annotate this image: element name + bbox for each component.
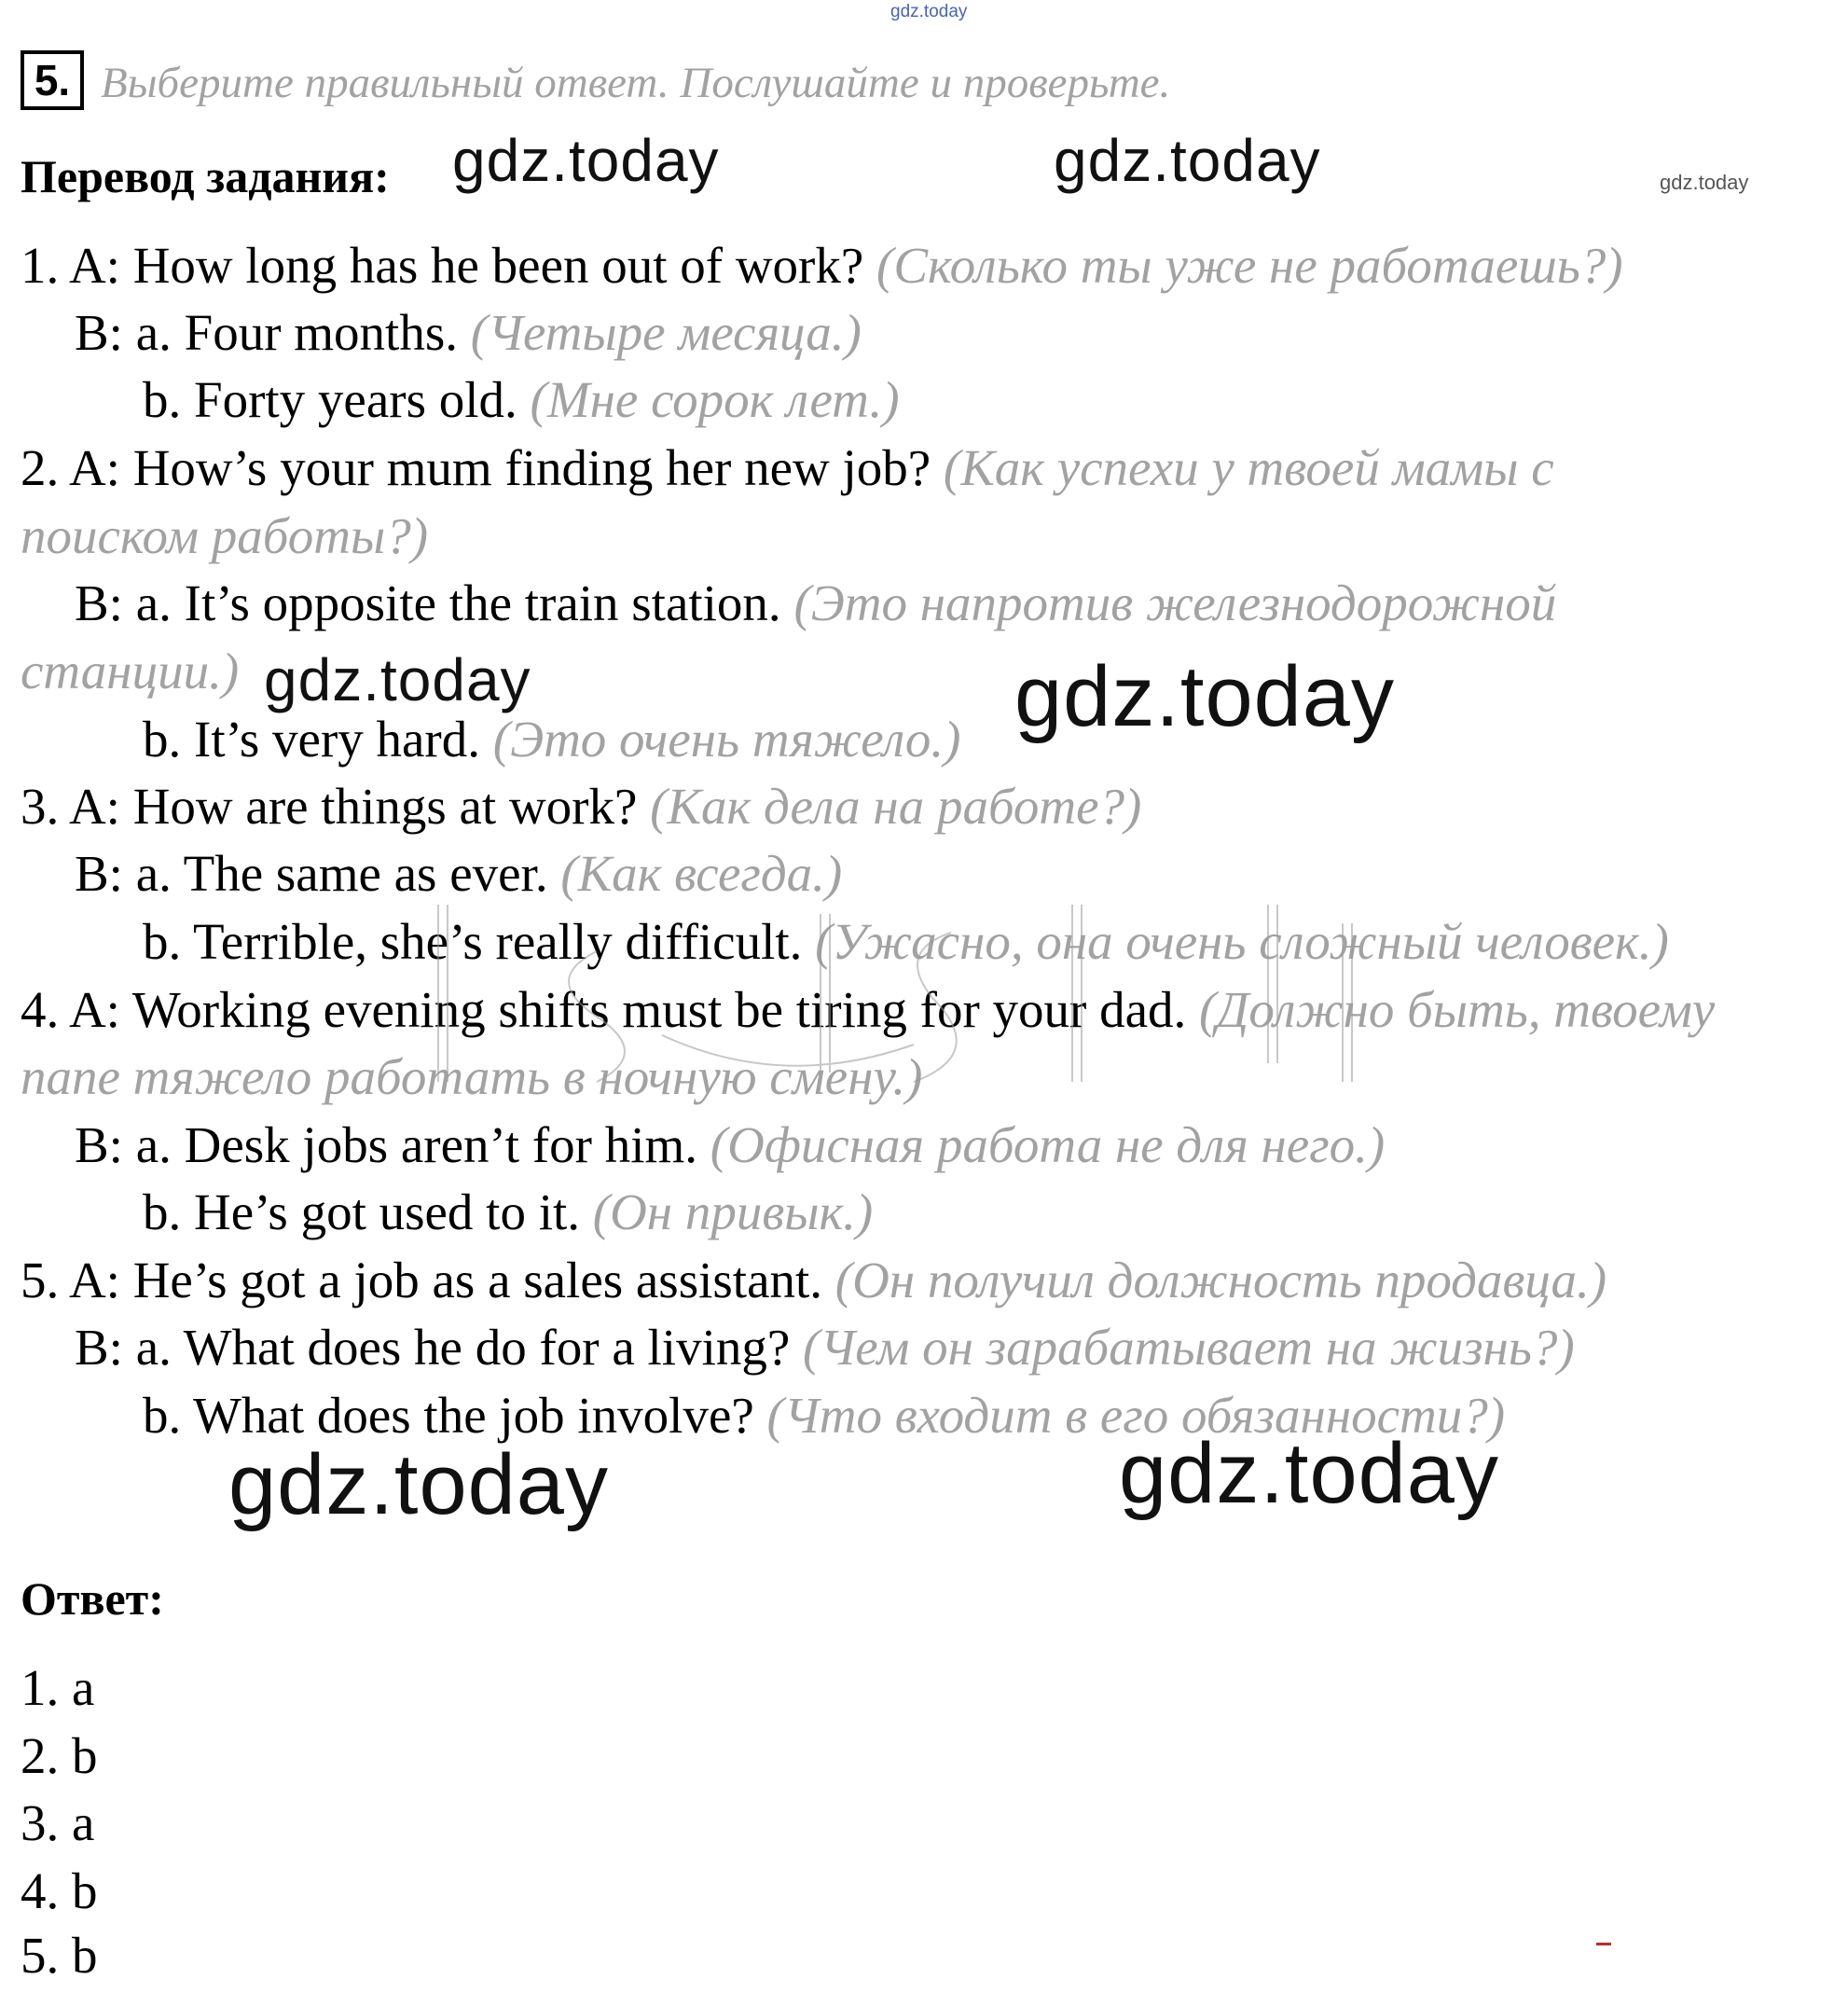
- line-10: [21, 977, 1715, 1043]
- line-14: [75, 1315, 1575, 1380]
- line-5-translation-cont: станции.): [21, 643, 240, 699]
- line-8-translation: (Как всегда.): [560, 845, 843, 902]
- watermark-6: gdz.today: [1119, 1426, 1499, 1521]
- line-8-text: B: a. The same as ever.: [75, 845, 548, 902]
- answer-1: 1. a: [21, 1659, 95, 1716]
- line-4-translation-cont: поиском работы?): [21, 507, 429, 564]
- answer-4: 4. b: [21, 1862, 98, 1919]
- line-13: [21, 1248, 1607, 1313]
- answer-heading: Ответ:: [21, 1572, 164, 1625]
- line-8: [75, 841, 842, 907]
- line-1: [21, 233, 1623, 298]
- line-9-translation: (Ужасно, она очень сложный человек.): [815, 913, 1669, 970]
- line-4-text: 2. A: How’s your mum finding her new job?: [21, 439, 931, 496]
- line-12-translation: (Он привык.): [592, 1183, 874, 1240]
- line-7-text: 3. A: How are things at work?: [21, 778, 638, 835]
- line-10-translation: (Должно быть, твоему: [1199, 981, 1716, 1038]
- line-2-translation: (Четыре месяца.): [470, 304, 862, 361]
- task-number-box: 5.: [21, 50, 84, 110]
- line-3-translation: (Мне сорок лет.): [530, 371, 900, 428]
- watermark-1: gdz.today: [452, 127, 720, 194]
- line-11: [75, 1113, 1385, 1178]
- watermark-2: gdz.today: [1054, 127, 1321, 194]
- line-3-text: b. Forty years old.: [143, 371, 517, 428]
- task-instruction: Выберите правильный ответ. Послушайте и проверьте.: [101, 59, 1171, 107]
- line-6: [143, 707, 961, 772]
- line-3: [143, 367, 900, 433]
- line-2-text: B: a. Four months.: [75, 304, 458, 361]
- line-13-translation: (Он получил должность продавца.): [834, 1252, 1607, 1308]
- answer-3: 3. a: [21, 1794, 95, 1851]
- line-2: [75, 300, 862, 366]
- answer-5: 5. b: [21, 1927, 98, 1984]
- line-7: [21, 774, 1141, 839]
- line-4-translation: (Как успехи у твоей мамы с: [943, 439, 1554, 496]
- watermark-top: gdz.today: [890, 2, 968, 21]
- line-10-translation-cont: папе тяжело работать в ночную смену.): [21, 1048, 923, 1105]
- line-5: [75, 571, 1556, 636]
- watermark-small-right: gdz.today: [1660, 171, 1749, 194]
- line-1-translation: (Сколько ты уже не работаешь?): [876, 237, 1623, 294]
- line-1-text: 1. A: How long has he been out of work?: [21, 237, 864, 294]
- line-9: [143, 909, 1669, 975]
- answer-2: 2. b: [21, 1727, 98, 1784]
- line-4: [21, 436, 1554, 501]
- line-6-text: b. It’s very hard.: [143, 711, 480, 768]
- line-10-text: 4. A: Working evening shifts must be tiring for your dad.: [21, 981, 1187, 1038]
- line-5-text: B: a. It’s opposite the train station.: [75, 574, 781, 631]
- watermark-5: gdz.today: [228, 1437, 609, 1532]
- line-15-text: b. What does the job involve?: [143, 1387, 754, 1444]
- watermark-3: gdz.today: [264, 646, 531, 713]
- line-12: [143, 1180, 873, 1245]
- line-15-translation: (Что входит в его обязанности?): [766, 1387, 1506, 1444]
- line-9-text: b. Terrible, she’s really difficult.: [143, 913, 803, 970]
- line-14-text: B: a. What does he do for a living?: [75, 1319, 791, 1376]
- line-6-translation: (Это очень тяжело.): [492, 711, 961, 768]
- watermark-4: gdz.today: [1014, 649, 1395, 744]
- line-5-translation: (Это напротив железнодорожной: [793, 574, 1557, 631]
- line-12-text: b. He’s got used to it.: [143, 1183, 581, 1240]
- line-14-translation: (Чем он зарабатывает на жизнь?): [803, 1319, 1575, 1376]
- translation-heading: Перевод задания:: [21, 150, 390, 202]
- red-mark: [1596, 1943, 1611, 1945]
- line-11-text: B: a. Desk jobs aren’t for him.: [75, 1116, 698, 1173]
- line-11-translation: (Офисная работа не для него.): [710, 1116, 1386, 1173]
- line-7-translation: (Как дела на работе?): [650, 778, 1142, 835]
- line-13-text: 5. A: He’s got a job as a sales assistant.: [21, 1252, 823, 1308]
